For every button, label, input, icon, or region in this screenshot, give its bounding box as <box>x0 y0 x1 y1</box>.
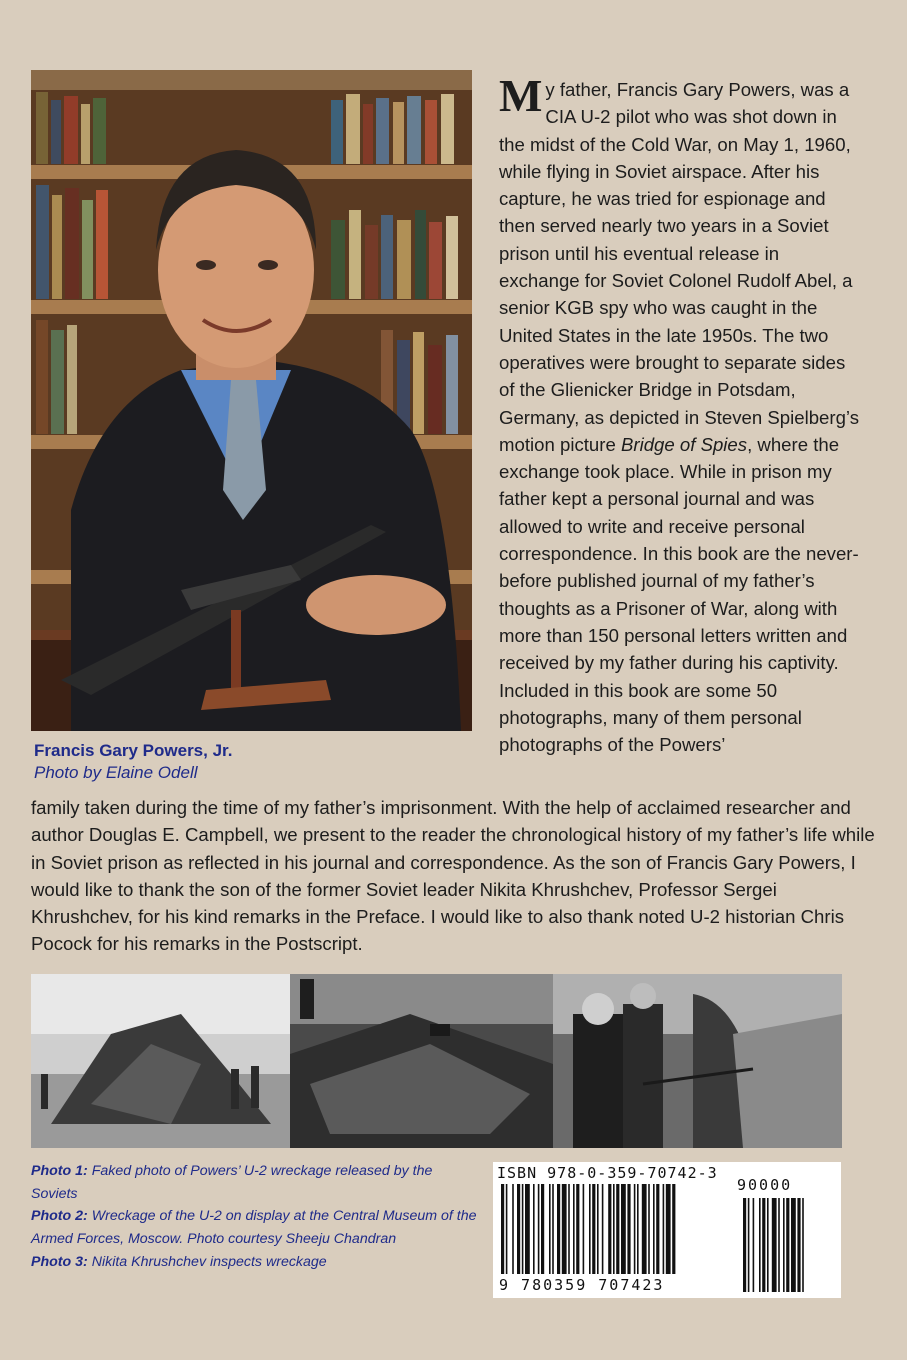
portrait-caption-credit: Photo by Elaine Odell <box>34 763 198 782</box>
photo-1-caption-label: Photo 1: <box>31 1163 88 1179</box>
isbn-text: ISBN 978-0-359-70742-3 <box>497 1164 718 1182</box>
barcode-number: 9 780359 707423 <box>499 1276 665 1294</box>
isbn-barcode <box>493 1162 841 1298</box>
photo-3-caption-label: Photo 3: <box>31 1253 88 1270</box>
photo-captions <box>31 1160 481 1274</box>
wreckage-photo-strip <box>31 974 842 1148</box>
photo-3-khrushchev-inspects <box>553 974 842 1148</box>
photo-1-caption-text: Faked photo of Powers’ U-2 wreckage released by the Soviets <box>31 1163 433 1202</box>
body-text-column <box>499 70 861 758</box>
author-portrait-photo <box>31 70 472 731</box>
photo-3-caption-text: Nikita Khrushchev inspects wreckage <box>91 1253 327 1270</box>
film-title-part-2: of Spies <box>679 433 748 455</box>
body-text-column-main: y father, Francis Gary Powers, was a CIA U-2 pilot who was shot down in the midst of the Cold War, on May 1, 1960, while flying in Soviet airspace. After his capture, he was tried for espionage and then served nearly two years in a Soviet prison until his eventual release in exchange for Soviet Colonel Rudolf Abel, a senior KGB spy who was caught in the United States in the late 1950s. The two operatives were brought to separate sides of the Glienicker Bridge in Potsdam, Germany, as depicted in Steven Spielberg’s motion picture <box>499 79 860 455</box>
photo-2-caption-label: Photo 2: <box>31 1208 88 1225</box>
film-title-part-1: Bridge <box>620 433 675 455</box>
photo-2-caption-text: Wreckage of the U-2 on display at the Central Museum of the Armed Forces, Moscow. Photo courtesy Sheeju Chandran <box>31 1208 477 1248</box>
drop-cap: M <box>499 70 543 121</box>
price-code: 90000 <box>737 1176 793 1194</box>
photo-1-wreckage <box>31 974 290 1148</box>
body-text-full-width: family taken during the time of my father’s imprisonment. With the help of acclaimed researcher and author Douglas E. Campbell, we present to the reader the chronological history of my father’s life while in Soviet prison as reflected in his journal and correspondence. As the son of Francis Gary Powers, I would like to thank the son of the former Soviet leader Nikita Khrushchev, Professor Sergei Khrushchev, for his kind remarks in the Preface. I would like to also thank noted U-2 historian Chris Pocock for his remarks in the Postscript. <box>31 797 875 955</box>
portrait-caption-name: Francis Gary Powers, Jr. <box>34 741 233 760</box>
body-text-column-after: , where the exchange took place. While in prison my father kept a personal journal and was allowed to write and receive personal correspondence. In this book are the never-before published journal of my father’s thoughts as a Prisoner of War, along with more than 150 personal letters written and received by my father during his captivity. Included in this book are some 50 photographs, many of them personal photographs of the Powers’ <box>499 433 859 756</box>
photo-2-museum-wreckage <box>290 974 553 1148</box>
